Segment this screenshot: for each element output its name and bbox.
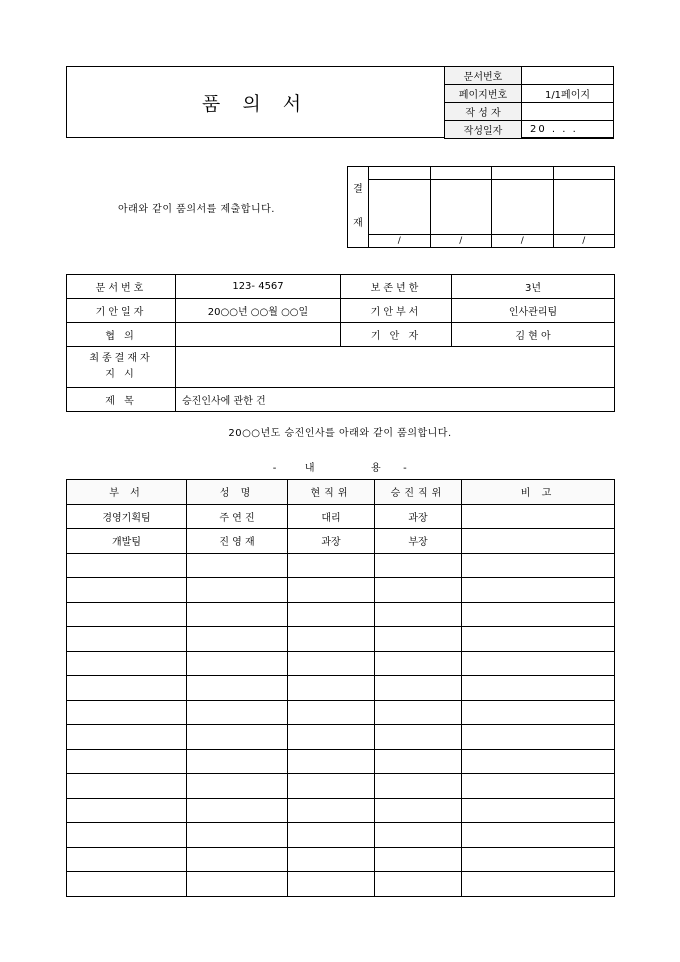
empty-cell[interactable]	[187, 847, 288, 872]
empty-cell[interactable]	[187, 749, 288, 774]
empty-rows	[67, 553, 615, 896]
info-doc-number-value[interactable]: 123- 4567	[176, 275, 341, 299]
approval-slot-title[interactable]	[369, 167, 431, 180]
empty-cell[interactable]	[462, 847, 615, 872]
draft-dept-value[interactable]: 인사관리팀	[452, 299, 615, 323]
empty-cell[interactable]	[375, 553, 462, 578]
document-info-table	[66, 274, 615, 412]
empty-table-row	[67, 700, 615, 725]
document-header	[66, 66, 614, 138]
approval-date-cell[interactable]: /	[430, 235, 492, 248]
coop-value[interactable]	[176, 323, 341, 347]
empty-cell[interactable]	[462, 798, 615, 823]
empty-cell[interactable]	[462, 627, 615, 652]
approval-label-top: 결	[353, 184, 363, 195]
approval-label	[348, 167, 369, 248]
empty-cell[interactable]	[187, 602, 288, 627]
empty-cell[interactable]	[462, 872, 615, 897]
empty-cell[interactable]	[288, 774, 375, 799]
empty-cell[interactable]	[375, 847, 462, 872]
empty-cell[interactable]	[288, 676, 375, 701]
approval-slot-title[interactable]	[492, 167, 554, 180]
empty-cell[interactable]	[67, 847, 187, 872]
empty-cell[interactable]	[288, 749, 375, 774]
empty-cell[interactable]	[375, 602, 462, 627]
empty-table-row	[67, 774, 615, 799]
approval-slot-title[interactable]	[430, 167, 492, 180]
empty-cell[interactable]	[288, 847, 375, 872]
page-number-value: 1/1페이지	[522, 85, 614, 103]
empty-cell[interactable]	[288, 823, 375, 848]
empty-cell[interactable]	[288, 872, 375, 897]
page-number-label: 페이지번호	[445, 85, 522, 103]
empty-cell[interactable]	[67, 872, 187, 897]
approval-signature-cell[interactable]	[492, 180, 554, 235]
empty-table-row	[67, 553, 615, 578]
cell-promoted-position[interactable]: 과장	[375, 504, 462, 529]
date-label: 작성일자	[445, 121, 522, 139]
cell-remarks[interactable]	[462, 529, 615, 554]
document-meta-table	[444, 66, 614, 139]
retention-label: 보존년한	[341, 275, 452, 299]
subject-label: 제 목	[67, 388, 176, 412]
empty-cell[interactable]	[462, 700, 615, 725]
drafter-value[interactable]: 김 현 아	[452, 323, 615, 347]
empty-cell[interactable]	[67, 627, 187, 652]
empty-table-row	[67, 578, 615, 603]
empty-table-row	[67, 725, 615, 750]
section-word-1: 내	[304, 463, 315, 474]
cell-current-position[interactable]: 대리	[288, 504, 375, 529]
empty-cell[interactable]	[187, 823, 288, 848]
empty-cell[interactable]	[288, 627, 375, 652]
empty-cell[interactable]	[375, 774, 462, 799]
empty-table-row	[67, 651, 615, 676]
empty-cell[interactable]	[375, 725, 462, 750]
final-approver-label-line2: 지 시	[105, 369, 137, 380]
empty-cell[interactable]	[288, 725, 375, 750]
empty-cell[interactable]	[187, 578, 288, 603]
empty-cell[interactable]	[288, 651, 375, 676]
writer-field[interactable]	[522, 103, 614, 121]
empty-cell[interactable]	[462, 578, 615, 603]
promotion-table	[66, 479, 615, 897]
empty-cell[interactable]	[187, 725, 288, 750]
header-promoted-position: 승진직위	[375, 480, 462, 505]
empty-table-row	[67, 627, 615, 652]
draft-date-label: 기안일자	[67, 299, 176, 323]
empty-cell[interactable]	[67, 651, 187, 676]
empty-cell[interactable]	[462, 774, 615, 799]
empty-table-row	[67, 872, 615, 897]
empty-table-row	[67, 823, 615, 848]
header-name: 성 명	[187, 480, 288, 505]
approval-signature-cell[interactable]	[430, 180, 492, 235]
cell-department[interactable]: 개발팀	[67, 529, 187, 554]
retention-value[interactable]: 3년	[452, 275, 615, 299]
final-approver-label	[67, 347, 176, 388]
empty-table-row	[67, 602, 615, 627]
empty-cell[interactable]	[67, 749, 187, 774]
table-row	[67, 504, 615, 529]
empty-cell[interactable]	[67, 553, 187, 578]
empty-cell[interactable]	[462, 553, 615, 578]
empty-cell[interactable]	[187, 553, 288, 578]
final-approver-label-line1: 최종결재자	[89, 353, 153, 364]
empty-cell[interactable]	[375, 627, 462, 652]
intro-text: 아래와 같이 품의서를 제출합니다.	[118, 204, 275, 215]
empty-cell[interactable]	[67, 700, 187, 725]
empty-table-row	[67, 749, 615, 774]
section-heading	[0, 459, 680, 474]
approval-label-bottom: 재	[353, 218, 363, 229]
draft-dept-label: 기안부서	[341, 299, 452, 323]
cell-name[interactable]: 진 영 재	[187, 529, 288, 554]
empty-cell[interactable]	[462, 823, 615, 848]
table-row	[67, 529, 615, 554]
empty-cell[interactable]	[67, 578, 187, 603]
empty-cell[interactable]	[375, 749, 462, 774]
empty-cell[interactable]	[462, 749, 615, 774]
section-word-2: 용	[371, 463, 382, 474]
info-doc-number-label: 문서번호	[67, 275, 176, 299]
approval-date-cell[interactable]: /	[369, 235, 431, 248]
empty-cell[interactable]	[67, 774, 187, 799]
empty-cell[interactable]	[187, 798, 288, 823]
empty-cell[interactable]	[67, 676, 187, 701]
empty-cell[interactable]	[288, 798, 375, 823]
empty-cell[interactable]	[187, 676, 288, 701]
section-dash-left: -	[272, 463, 277, 474]
drafter-label: 기 안 자	[341, 323, 452, 347]
empty-cell[interactable]	[375, 798, 462, 823]
empty-cell[interactable]	[375, 676, 462, 701]
empty-cell[interactable]	[462, 602, 615, 627]
empty-cell[interactable]	[375, 578, 462, 603]
approval-slot-title[interactable]	[553, 167, 615, 180]
approval-signature-cell[interactable]	[553, 180, 615, 235]
empty-cell[interactable]	[288, 553, 375, 578]
empty-cell[interactable]	[462, 676, 615, 701]
empty-cell[interactable]	[288, 602, 375, 627]
empty-table-row	[67, 847, 615, 872]
empty-cell[interactable]	[187, 651, 288, 676]
doc-number-label: 문서번호	[445, 67, 522, 85]
header-department: 부 서	[67, 480, 187, 505]
empty-cell[interactable]	[462, 725, 615, 750]
subject-value[interactable]: 승진인사에 관한 건	[176, 388, 615, 412]
cell-current-position[interactable]: 과장	[288, 529, 375, 554]
empty-cell[interactable]	[67, 725, 187, 750]
empty-cell[interactable]	[375, 823, 462, 848]
cell-name[interactable]: 주 연 진	[187, 504, 288, 529]
empty-cell[interactable]	[288, 700, 375, 725]
header-current-position: 현직위	[288, 480, 375, 505]
empty-cell[interactable]	[67, 602, 187, 627]
empty-cell[interactable]	[375, 872, 462, 897]
empty-cell[interactable]	[187, 774, 288, 799]
empty-cell[interactable]	[187, 627, 288, 652]
empty-cell[interactable]	[462, 651, 615, 676]
date-field[interactable]: 20 . . .	[522, 121, 614, 139]
doc-number-field[interactable]	[522, 67, 614, 85]
empty-table-row	[67, 798, 615, 823]
empty-cell[interactable]	[67, 798, 187, 823]
summary-text: 20○○년도 승진인사를 아래와 같이 품의합니다.	[228, 428, 452, 439]
writer-label: 작 성 자	[445, 103, 522, 121]
draft-date-value[interactable]: 20○○년 ○○월 ○○일	[176, 299, 341, 323]
approval-box	[347, 166, 615, 248]
empty-table-row	[67, 676, 615, 701]
empty-cell[interactable]	[375, 651, 462, 676]
cell-department[interactable]: 경영기획팀	[67, 504, 187, 529]
header-remarks: 비 고	[462, 480, 615, 505]
empty-cell[interactable]	[375, 700, 462, 725]
section-dash-right: -	[403, 463, 408, 474]
empty-cell[interactable]	[187, 872, 288, 897]
cell-promoted-position[interactable]: 부장	[375, 529, 462, 554]
empty-cell[interactable]	[187, 700, 288, 725]
approval-signature-cell[interactable]	[369, 180, 431, 235]
approval-date-cell[interactable]: /	[492, 235, 554, 248]
coop-label: 협 의	[67, 323, 176, 347]
document-title: 품 의 서	[201, 92, 310, 115]
empty-cell[interactable]	[67, 823, 187, 848]
final-approver-instruction[interactable]	[176, 347, 615, 388]
approval-date-cell[interactable]: /	[553, 235, 615, 248]
empty-cell[interactable]	[288, 578, 375, 603]
cell-remarks[interactable]	[462, 504, 615, 529]
